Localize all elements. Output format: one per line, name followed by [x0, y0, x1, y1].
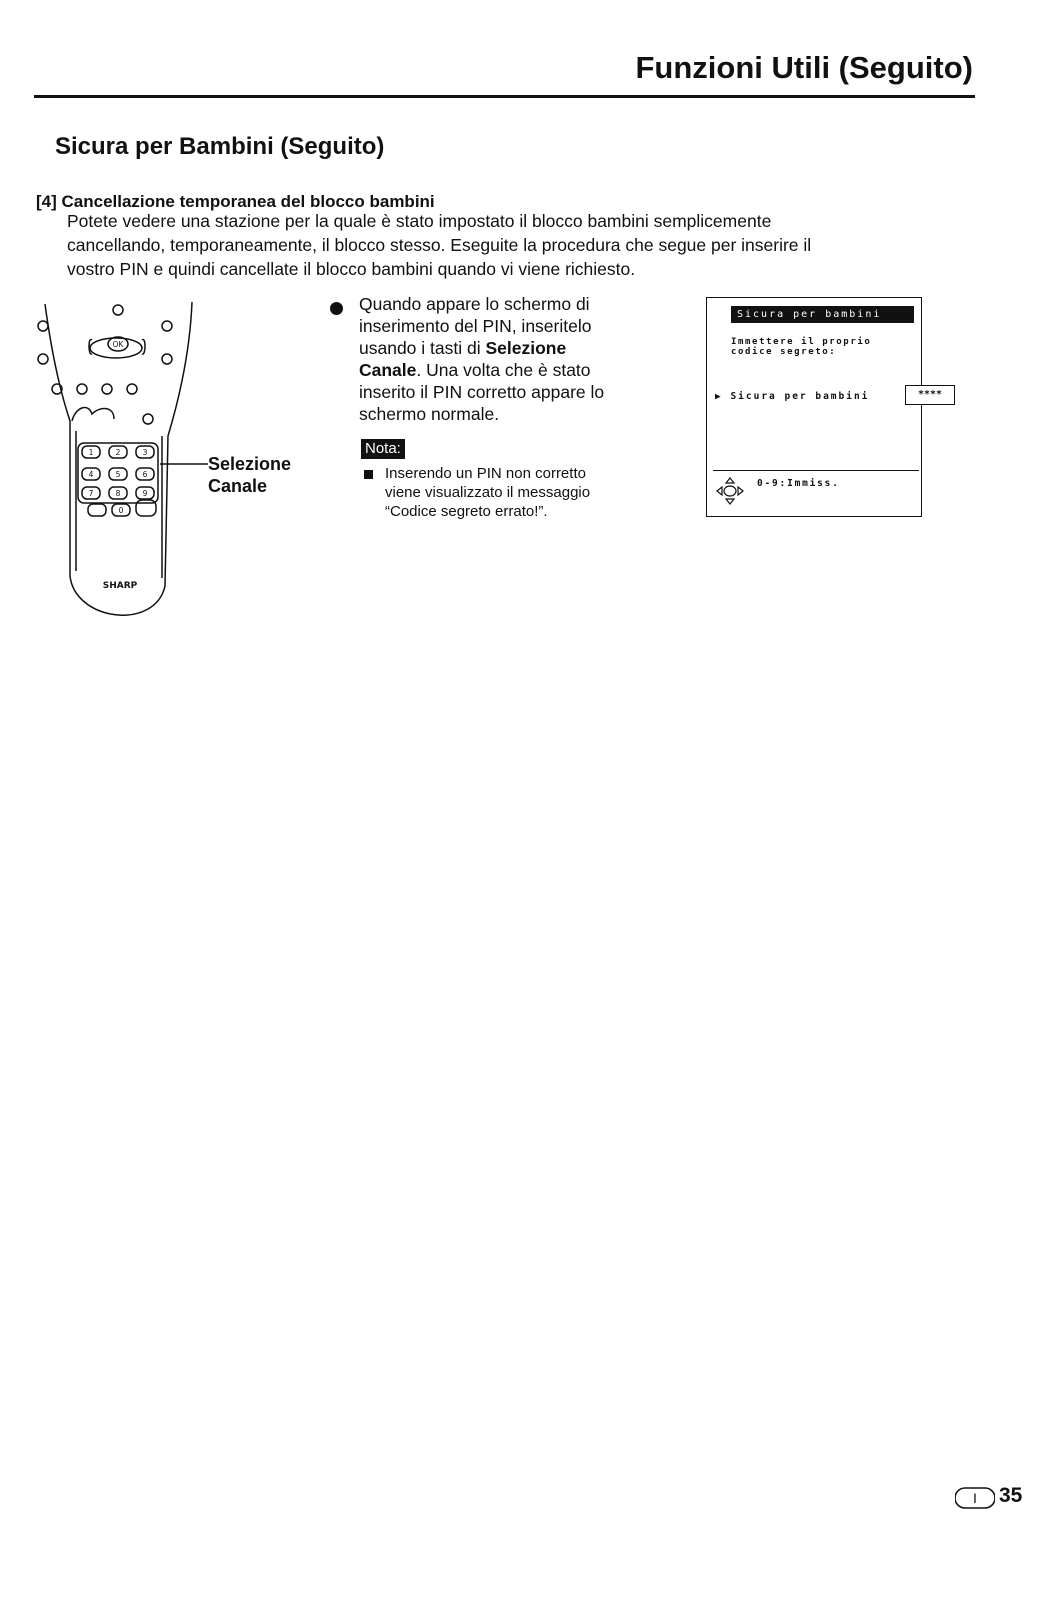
instruction-fragment: usando i tasti di	[359, 338, 486, 358]
osd-divider	[713, 470, 919, 471]
digit-key-label: 0	[118, 506, 124, 515]
note-square-bullet	[364, 470, 373, 479]
selezione-label-line: Selezione	[208, 454, 292, 474]
instruction-text	[359, 293, 659, 425]
instruction-line: inserimento del PIN, inseritelo	[359, 316, 592, 336]
header-rule	[34, 95, 975, 98]
osd-prompt	[731, 337, 871, 357]
osd-screen	[706, 297, 943, 517]
digit-key-label: 6	[142, 470, 148, 479]
instruction-fragment: . Una volta che è stato	[416, 360, 591, 380]
digit-key-label: 9	[142, 489, 148, 498]
instruction-line	[359, 337, 659, 359]
intro-line: Potete vedere una stazione per la quale è stato impostato il blocco bambini semplicemente	[67, 211, 772, 231]
digit-key-label: 2	[115, 448, 121, 457]
note-line: “Codice segreto errato!”.	[385, 503, 548, 520]
step-title: [4] Cancellazione temporanea del blocco bambini	[36, 192, 435, 211]
ok-button-label: OK	[112, 340, 124, 349]
instruction-line: inserito il PIN corretto appare lo	[359, 382, 605, 402]
instruction-line	[359, 359, 659, 381]
osd-prompt-line: codice segreto:	[731, 347, 837, 357]
section-title: Sicura per Bambini (Seguito)	[55, 133, 385, 160]
intro-line: cancellando, temporaneamente, il blocco stesso. Eseguite la procedura che segue per inserire il	[67, 235, 812, 255]
osd-hint: 0-9:Immiss.	[757, 478, 840, 489]
page-header-title: Funzioni Utili (Seguito)	[635, 50, 973, 85]
digit-key-label: 4	[88, 470, 94, 479]
intro-paragraph	[67, 209, 947, 281]
instruction-bold-fragment: Selezione	[485, 338, 567, 358]
language-i-icon	[955, 1486, 995, 1510]
canale-label-line: Canale	[208, 476, 268, 496]
selezione-canale-label	[208, 453, 291, 497]
osd-title-bar: Sicura per bambini	[731, 306, 914, 323]
remote-control-illustration	[30, 296, 230, 636]
intro-line: vostro PIN e quindi cancellate il blocco bambini quando vi viene richiesto.	[67, 259, 636, 279]
note-line: viene visualizzato il messaggio	[385, 484, 591, 501]
digit-key-label: 8	[115, 489, 121, 498]
digit-key-label: 7	[88, 489, 94, 498]
osd-prompt-line: Immettere il proprio	[731, 337, 872, 347]
direction-pad-icon	[715, 476, 745, 506]
digit-key-label: 3	[142, 448, 148, 457]
osd-pin-field: *‌***	[905, 385, 955, 405]
note-line: Inserendo un PIN non corretto	[385, 465, 586, 482]
page-number: 35	[999, 1484, 1023, 1507]
instruction-bold-fragment: Canale	[359, 360, 417, 380]
language-mark: I	[973, 1490, 977, 1506]
digit-key-label: 5	[115, 470, 121, 479]
note-badge: Nota:	[361, 439, 405, 459]
bullet-dot	[330, 302, 343, 315]
remote-brand-label: SHARP	[102, 581, 138, 591]
osd-menu-item: ▶ Sicura per bambini	[715, 391, 870, 402]
digit-key-label: 1	[88, 448, 94, 457]
instruction-line: schermo normale.	[359, 404, 500, 424]
instruction-line: Quando appare lo schermo di	[359, 294, 590, 314]
note-text	[385, 464, 645, 521]
